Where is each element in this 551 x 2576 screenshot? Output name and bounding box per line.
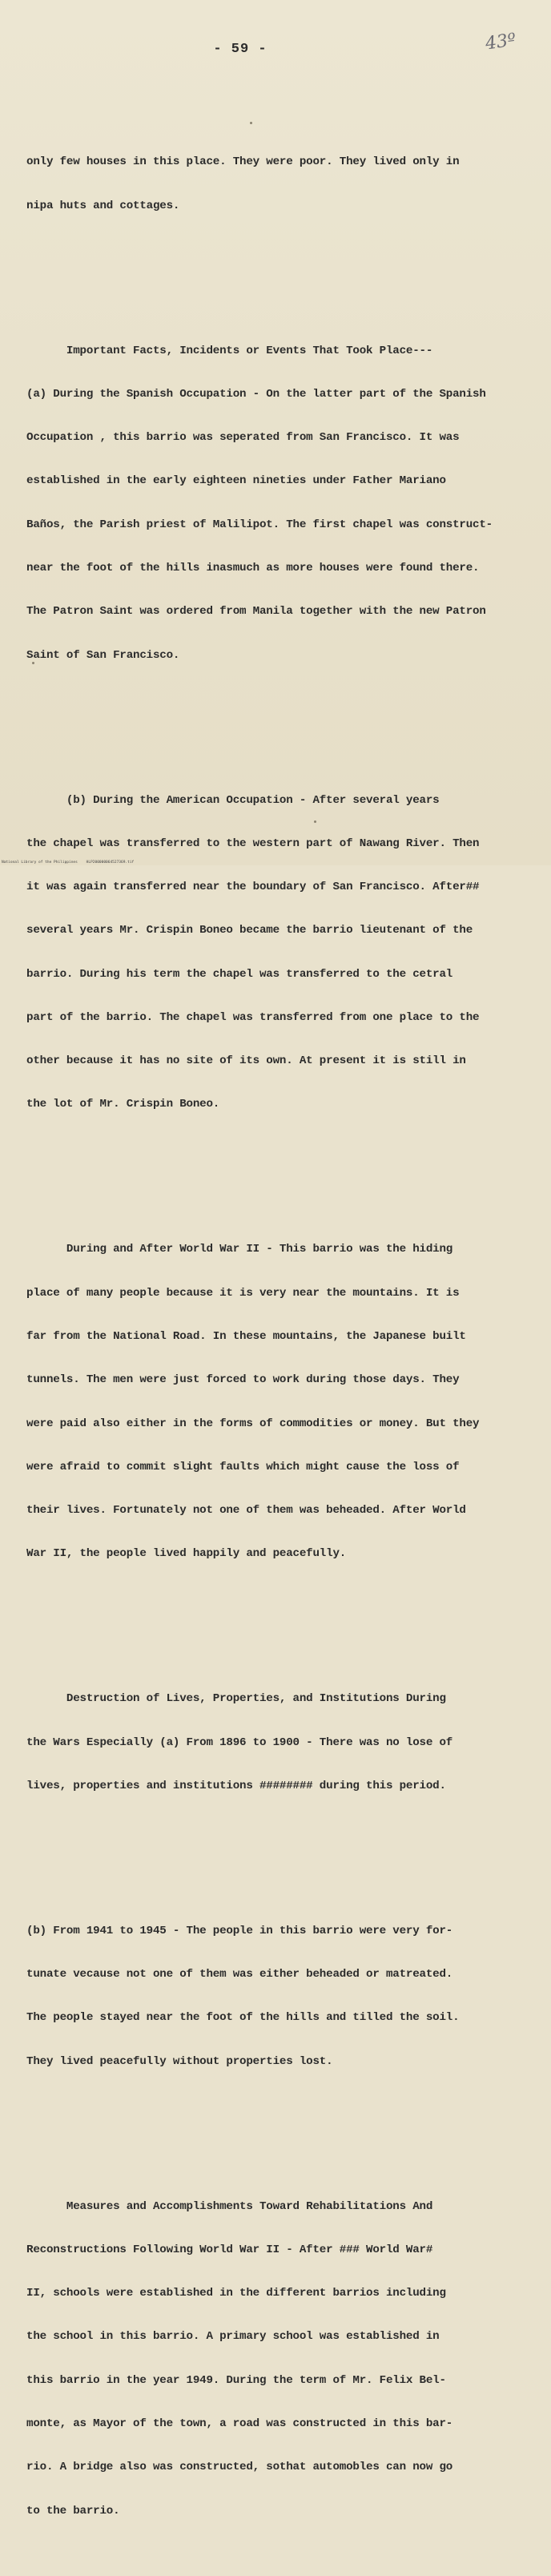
text-line: II, schools were established in the different barrios including [26,2287,446,2300]
paper-speck [314,820,316,823]
text-line: Occupation , this barrio was seperated from San Francisco. It was [26,431,460,445]
text-line: Measures and Accomplishments Toward Rehabilitations And [26,2199,433,2213]
paper-speck [32,662,34,664]
text-line: The people stayed near the foot of the hills and tilled the soil. [26,2011,460,2025]
text-line: their lives. Fortunately not one of them was beheaded. After World [26,1504,466,1518]
text-line: (a) During the Spanish Occupation - On the latter part of the Spanish [26,387,486,401]
text-line: They lived peacefully without properties lost. [26,2054,333,2068]
text-line: to the barrio. [26,2504,120,2518]
paper-speck [250,122,252,124]
text-line: it was again transferred near the boundary of San Francisco. After## [26,881,480,894]
paragraph [26,1213,539,1590]
text-line: other because it has no site of its own. At present it is still in [26,1054,466,1068]
text-line: Reconstructions Following World War II - After ### World War# [26,2243,433,2256]
text-line: part of the barrio. The chapel was transferred from one place to the [26,1010,480,1024]
text-line: lives, properties and institutions ######## during this period. [26,1779,446,1792]
text-line: During and After World War II - This barrio was the hiding [26,1243,453,1256]
text-line: place of many people because it is very near the mountains. It is [26,1286,460,1300]
text-line: were afraid to commit slight faults which might cause the loss of [26,1460,460,1473]
text-line: tunate vecause not one of them was either beheaded or matreated. [26,1968,453,1981]
text-line: the Wars Especially (a) From 1896 to 1900 - There was no lose of [26,1735,453,1749]
text-line: nipa huts and cottages. [26,199,180,212]
text-line: Saint of San Francisco. [26,648,180,662]
text-line: the chapel was transferred to the western part of Nawang River. Then [26,836,480,850]
text-line: (b) From 1941 to 1945 - The people in this barrio were very for- [26,1924,453,1937]
body-text [26,97,539,2576]
text-line: Destruction of Lives, Properties, and Institutions During [26,1692,446,1706]
text-line: rio. A bridge also was constructed, sothat automobles can now go [26,2461,453,2474]
text-line: barrio. During his term the chapel was transferred to the cetral [26,967,453,981]
page-number: - 59 - [213,42,267,57]
text-line: far from the National Road. In these mountains, the Japanese built [26,1329,466,1343]
text-line: tunnels. The men were just forced to work during those days. They [26,1373,460,1387]
text-line: Baños, the Parish priest of Malilipot. The first chapel was construct- [26,518,493,531]
text-line: near the foot of the hills inasmuch as more houses were found there. [26,562,480,574]
text-line: several years Mr. Crispin Boneo became the barrio lieutenant of the [26,924,473,937]
text-line: the lot of Mr. Crispin Boneo. [26,1098,220,1111]
text-line: The Patron Saint was ordered from Manila together with the new Patron [26,605,486,619]
text-line: were paid also either in the forms of commodities or money. But they [26,1417,480,1430]
paragraph [26,126,539,242]
paragraph [26,2170,539,2546]
paragraph [26,1663,539,1822]
paragraph [26,1895,539,2098]
scan-source-footer: National Library of the Philippines HLP200000064527369.tif [2,861,135,865]
text-line: War II, the people lived happily and peacefully. [26,1547,347,1561]
handwritten-page-annotation: 43º [484,30,517,54]
text-line: the school in this barrio. A primary school was established in [26,2330,440,2344]
text-line: (b) During the American Occupation - After several years [26,793,440,807]
section-heading: Important Facts, Incidents or Events That Took Place--- [26,344,433,357]
text-line: this barrio in the year 1949. During the term of Mr. Felix Bel- [26,2373,446,2387]
text-line: established in the early eighteen nineties under Father Mariano [26,474,446,488]
text-line: monte, as Mayor of the town, a road was constructed in this bar- [26,2417,453,2430]
text-line: only few houses in this place. They were poor. They lived only in [26,155,460,169]
paragraph [26,314,539,691]
paragraph [26,764,539,1140]
